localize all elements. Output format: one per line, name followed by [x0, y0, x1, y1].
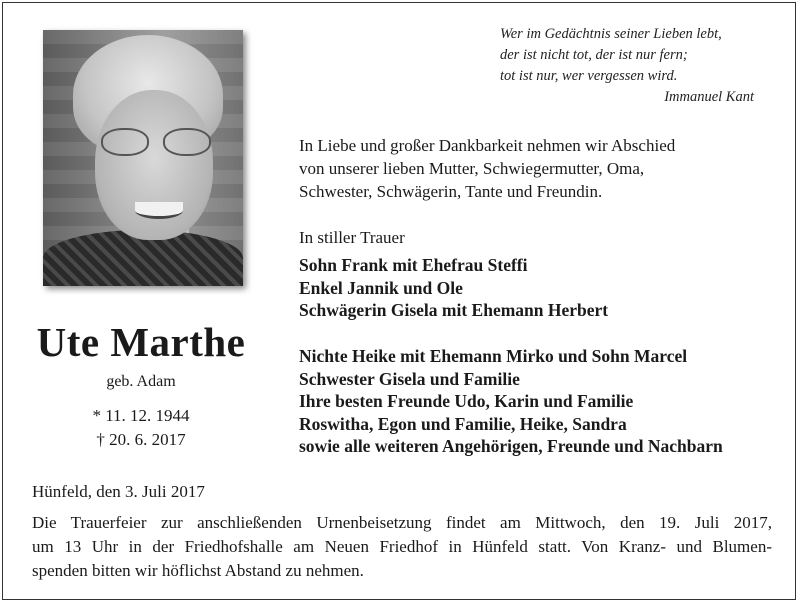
- farewell-line: Schwester, Schwägerin, Tante und Freundin.: [299, 182, 603, 201]
- memorial-quote: [500, 24, 780, 108]
- mourner-entry: Schwester Gisela und Familie: [299, 368, 520, 389]
- mourner-entry: Roswitha, Egon und Familie, Heike, Sandra: [299, 413, 627, 434]
- farewell-line: In Liebe und großer Dankbarkeit nehmen wir Abschied: [299, 136, 676, 155]
- farewell-line: von unserer lieben Mutter, Schwiegermutter, Oma,: [299, 159, 645, 178]
- mourner-entry: Enkel Jannik und Ole: [299, 277, 463, 298]
- mourner-entry: Schwägerin Gisela mit Ehemann Herbert: [299, 300, 609, 320]
- mourning-label: In stiller Trauer: [299, 228, 405, 247]
- farewell-text: [299, 134, 769, 203]
- place-and-date: Hünfeld, den 3. Juli 2017: [32, 482, 205, 501]
- mourner-entry: Nichte Heike mit Ehemann Mirko und Sohn Marcel: [299, 346, 688, 366]
- notice-line: um 13 Uhr in der Friedhofshalle am Neuen Friedhof in Hünfeld statt. Von Kranz- und Blumen-: [32, 537, 772, 556]
- quote-line: tot ist nur, wer vergessen wird.: [500, 68, 678, 84]
- mourners-family: [299, 254, 608, 322]
- quote-line: der ist nicht tot, der ist nur fern;: [500, 47, 688, 63]
- mourner-entry: sowie alle weiteren Angehörigen, Freunde und Nachbarn: [299, 436, 723, 456]
- life-dates: [10, 404, 272, 452]
- mourner-entry: Ihre besten Freunde Udo, Karin und Familie: [299, 391, 634, 411]
- quote-line: Wer im Gedächtnis seiner Lieben lebt,: [500, 26, 722, 42]
- notice-line: spenden bitten wir höflichst Abstand zu nehmen.: [32, 561, 364, 580]
- birth-date: * 11. 12. 1944: [92, 406, 190, 425]
- funeral-notice: [32, 511, 772, 583]
- birth-name: geb. Adam: [106, 373, 176, 390]
- mourners-relatives: [299, 345, 723, 458]
- notice-line: Die Trauerfeier zur anschließenden Urnenbeisetzung findet am Mittwoch, den 19. Juli 2017,: [32, 513, 772, 532]
- deceased-name: Ute Marthe: [36, 319, 246, 365]
- death-date: † 20. 6. 2017: [96, 430, 186, 449]
- mourner-entry: Sohn Frank mit Ehefrau Steffi: [299, 255, 528, 275]
- quote-author: Immanuel Kant: [664, 89, 754, 105]
- portrait-photo: [43, 30, 243, 286]
